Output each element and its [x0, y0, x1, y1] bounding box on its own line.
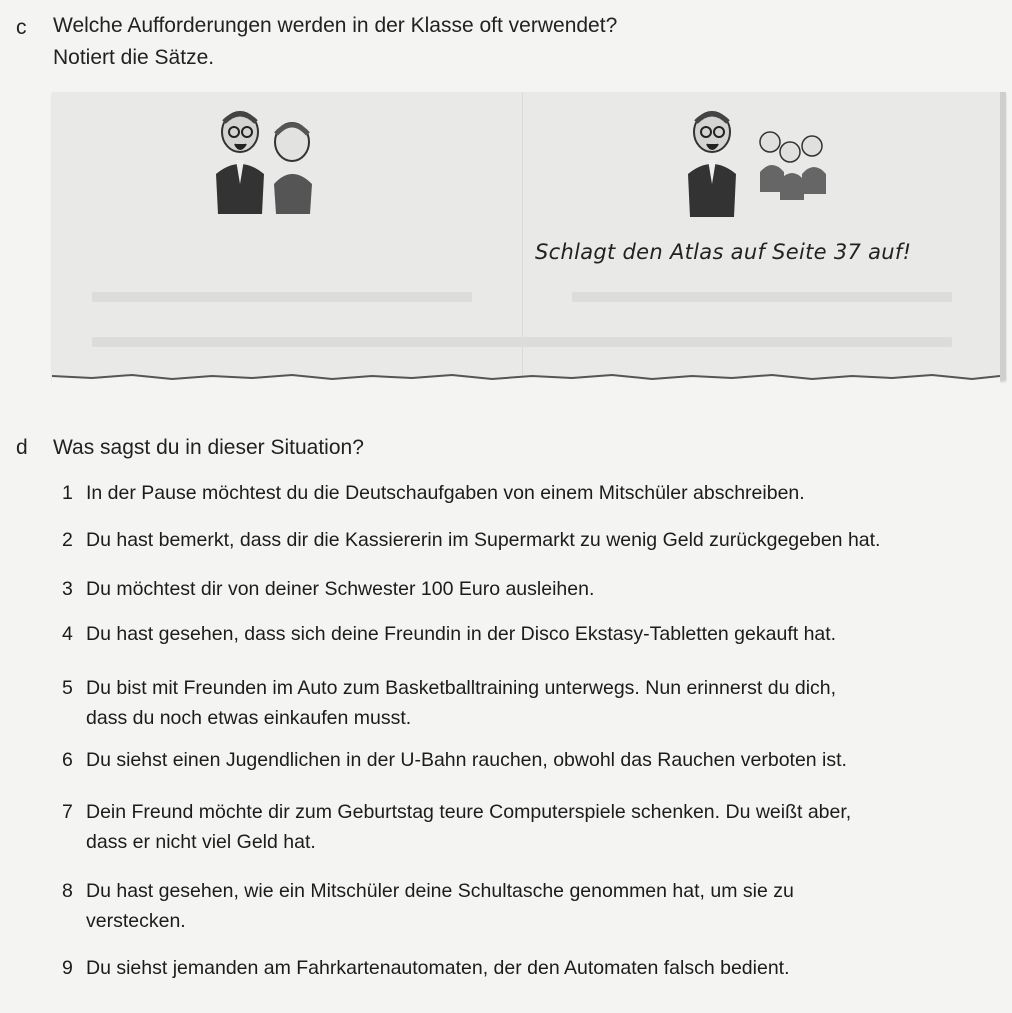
item-text: In der Pause möchtest du die Deutschaufgaben von einem Mitschüler abschreiben.	[86, 482, 805, 504]
item-number: 4	[62, 623, 73, 645]
torn-edge	[52, 372, 1000, 386]
section-c-question-line2: Notiert die Sätze.	[53, 46, 215, 69]
section-d-letter: d	[16, 436, 28, 459]
item-text	[86, 673, 986, 733]
section-c-letter: c	[16, 16, 27, 39]
item-text: Du siehst einen Jugendlichen in der U-Bahn rauchen, obwohl das Rauchen verboten ist.	[86, 749, 847, 771]
faded-line	[92, 292, 472, 302]
item-text: Du siehst jemanden am Fahrkartenautomaten, der den Automaten falsch bedient.	[86, 957, 790, 979]
faded-line	[572, 292, 952, 302]
item-text: Du hast gesehen, dass sich deine Freundin in der Disco Ekstasy-Tabletten gekauft hat.	[86, 623, 837, 645]
item-text-line2: verstecken.	[86, 910, 186, 932]
item-text	[86, 876, 986, 936]
item-number: 9	[62, 957, 73, 979]
teacher-and-student-icon	[202, 104, 332, 214]
item-number: 3	[62, 578, 73, 600]
item-text: Du möchtest dir von deiner Schwester 100 Euro ausleihen.	[86, 578, 595, 600]
speech-text: Schlagt den Atlas auf Seite 37 auf!	[535, 240, 912, 264]
item-number: 8	[62, 880, 73, 902]
item-text-line1: Dein Freund möchte dir zum Geburtstag teure Computerspiele schenken. Du weißt aber,	[86, 801, 852, 823]
item-number: 5	[62, 677, 73, 699]
item-number: 6	[62, 749, 73, 771]
item-number: 2	[62, 529, 73, 551]
item-number: 1	[62, 482, 73, 504]
item-text-line2: dass er nicht viel Geld hat.	[86, 831, 316, 853]
faded-line	[92, 337, 952, 347]
teacher-and-students-icon	[672, 102, 842, 217]
section-c-question	[53, 10, 617, 74]
item-text-line2: dass du noch etwas einkaufen musst.	[86, 707, 412, 729]
item-text	[86, 797, 986, 857]
item-text: Du hast bemerkt, dass dir die Kassiererin im Supermarkt zu wenig Geld zurückgegeben hat.	[86, 529, 881, 551]
item-text-line1: Du hast gesehen, wie ein Mitschüler deine Schultasche genommen hat, um sie zu	[86, 880, 794, 902]
section-d-question: Was sagst du in dieser Situation?	[53, 436, 364, 459]
item-text-line1: Du bist mit Freunden im Auto zum Basketballtraining unterwegs. Nun erinnerst du dich,	[86, 677, 837, 699]
illustration-panel	[52, 92, 1006, 380]
section-c-question-line1: Welche Aufforderungen werden in der Klasse oft verwendet?	[53, 14, 618, 37]
item-number: 7	[62, 801, 73, 823]
